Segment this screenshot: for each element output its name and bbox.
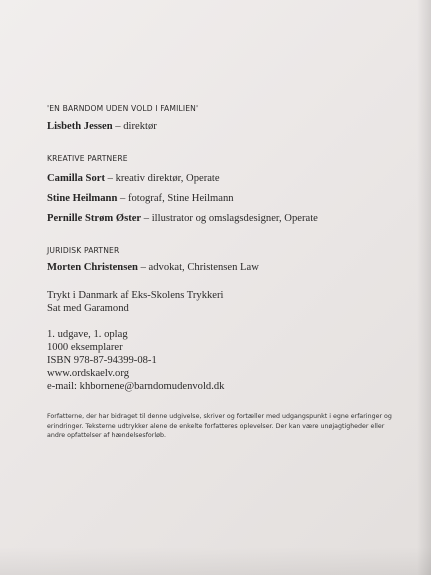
disclaimer: Forfatterne, der har bidraget til denne udgivelse, skriver og fortæller med udgangspunkt i egne erfaringer og erindringer. Teksterne udtrykker alene de enkelte forfatteres oplevelser. Der kan være unøjagtigheder eller andre opfattelser af hændelsesforløb. [47,413,392,440]
print-line: Sat med Garamond [47,303,129,314]
credit-name: Morten Christensen [47,262,138,273]
legal-credit [47,261,397,275]
credit-role: – illustrator og omslagsdesigner, Operate [143,213,318,224]
page-bottom-shade [0,547,431,575]
print-line: Trykt i Danmark af Eks-Skolens Trykkeri [47,290,224,301]
creative-credit [47,172,397,186]
website: www.ordskaelv.org [47,368,129,379]
legal-heading: JURIDISK PARTNER [47,246,120,255]
credit-role: – kreativ direktør, Operate [107,173,220,184]
credit-name: Stine Heilmann [47,193,118,204]
credit-name: Pernille Strøm Øster [47,213,142,224]
credit-role: – fotograf, Stine Heilmann [120,193,234,204]
edition-line: 1. udgave, 1. oplag [47,329,128,340]
email: e-mail: khbornene@barndomudenvold.dk [47,381,225,392]
isbn: ISBN 978-87-94399-08-1 [47,355,157,366]
project-credit [47,120,397,134]
creative-credit [47,192,397,206]
credit-role: – direktør [115,121,157,132]
edition-info [47,328,397,393]
creative-heading: KREATIVE PARTNERE [47,154,128,163]
creative-credit [47,212,397,226]
colophon [47,104,397,441]
project-heading: 'EN BARNDOM UDEN VOLD I FAMILIEN' [47,104,199,113]
credit-role: – advokat, Christensen Law [140,262,259,273]
edition-line: 1000 eksemplarer [47,342,123,353]
page-shadow [417,0,431,575]
print-info [47,289,397,315]
credit-name: Lisbeth Jessen [47,121,113,132]
credit-name: Camilla Sort [47,173,105,184]
